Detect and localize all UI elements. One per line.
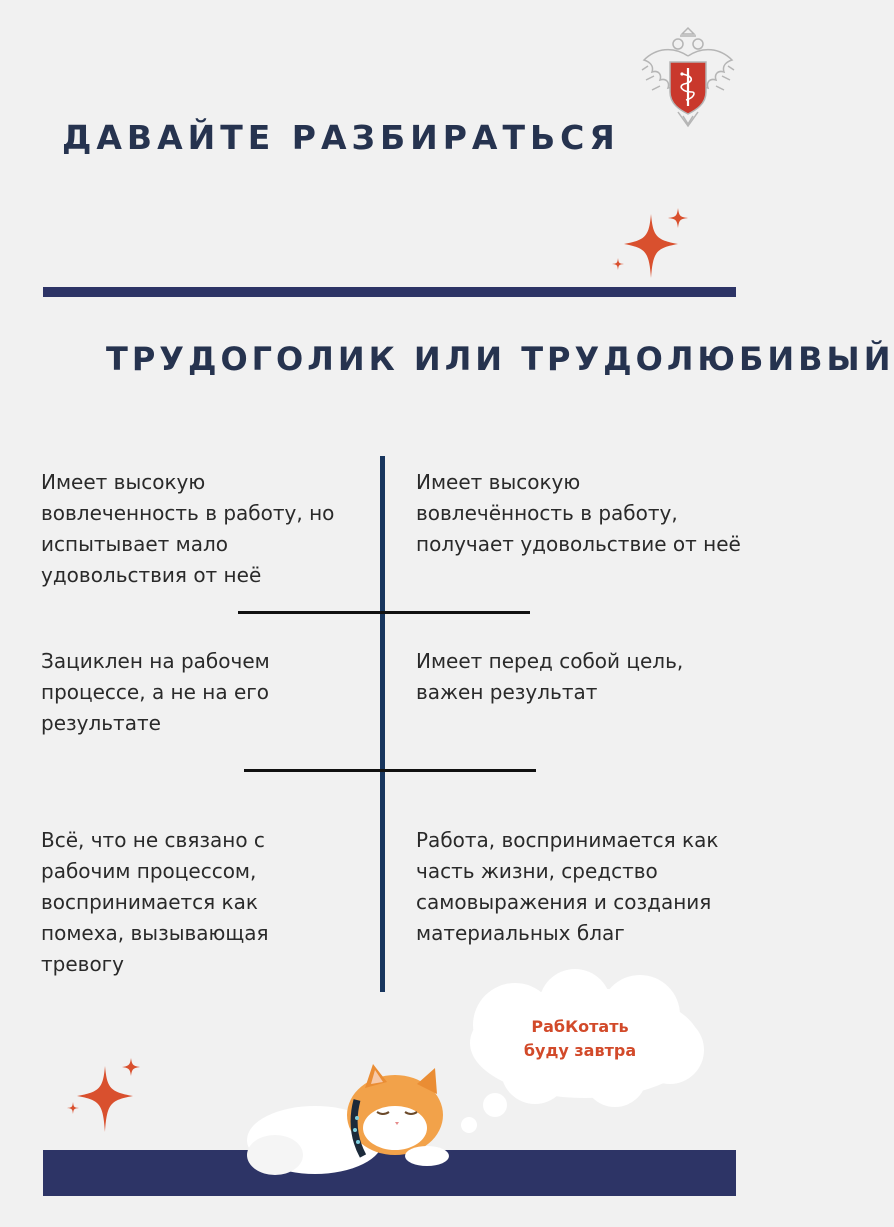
row-divider: [244, 769, 536, 772]
coat-of-arms-emblem-icon: [638, 26, 738, 130]
hardworking-trait-2: Имеет перед собой цель, важен результат: [416, 649, 684, 704]
sparkle-icon: [63, 1056, 153, 1136]
top-divider-bar: [43, 287, 736, 297]
sleeping-cat-icon: [245, 1060, 455, 1180]
workaholic-trait-3: Всё, что не связано с рабочим процессом, воспринимается как помеха, вызывающая тревогу: [41, 828, 269, 976]
hardworking-trait-1: Имеет высокую вовлечённость в работу, получает удовольствие от неё: [416, 470, 741, 556]
hardworking-trait-3: Работа, воспринимается как часть жизни, средство самовыражения и создания материальных благ: [416, 828, 719, 945]
page-title: ДАВАЙТЕ РАЗБИРАТЬСЯ: [62, 118, 620, 157]
column-divider: [380, 456, 385, 992]
workaholic-trait-2: Зациклен на рабочем процессе, а не на его результате: [41, 649, 270, 735]
workaholic-trait-1: Имеет высокую вовлеченность в работу, но испытывает мало удовольствия от неё: [41, 470, 335, 587]
section-subtitle: ТРУДОГОЛИК ИЛИ ТРУДОЛЮБИВЫЙ: [106, 340, 894, 378]
sparkle-icon: [606, 206, 696, 286]
thought-cloud-text: РабКотать буду завтра: [523, 1017, 637, 1060]
row-divider: [238, 611, 530, 614]
